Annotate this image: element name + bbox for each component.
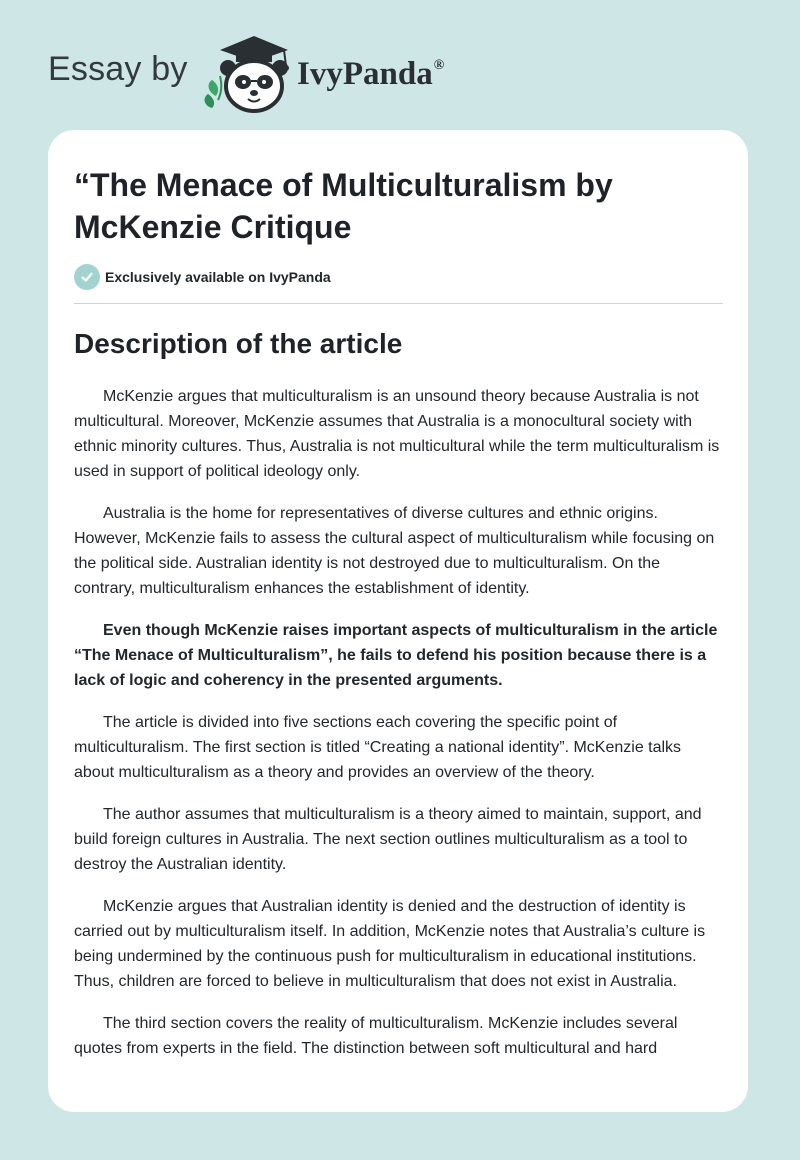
paragraph: McKenzie argues that Australian identity is denied and the destruction of identity is carried out by multiculturalism itself. In addition, McKenzie notes that Australia’s culture is being undermined by the continuous push for multiculturalism in educational institutions. Thus, children are forced to believe in multiculturalism that does not exist in Australia. [74,898,706,990]
section-heading: Description of the article [74,328,403,359]
thesis-paragraph: Even though McKenzie raises important aspects of multiculturalism in the article “The Menace of Multiculturalism”, he fails to defend his position because there is a lack of logic and coherency in the presented arguments. [74,622,718,689]
site-header [0,0,800,120]
paragraph: The third section covers the reality of multiculturalism. McKenzie includes several quotes from experts in the field. The distinction between soft multicultural and hard [74,1015,678,1057]
paragraph: Australia is the home for representatives of diverse cultures and ethnic origins. However, McKenzie fails to assess the cultural aspect of multiculturalism while focusing on the political side. Australian identity is not destroyed due to multiculturalism. On the contrary, multiculturalism enhances the establishment of identity. [74,505,715,597]
essay-card [48,130,748,1112]
essay-by-label: Essay by [48,50,188,88]
paragraph: McKenzie argues that multiculturalism is an unsound theory because Australia is not multicultural. Moreover, McKenzie assumes that Australia is a monocultural society with ethnic minority cultures. Thus, Australia is not multicultural while the term multiculturalism is used in support of political ideology only. [74,388,720,480]
brand-name: IvyPanda® [297,56,445,92]
panda-graduate-icon [198,30,294,114]
article-body [74,384,723,1078]
exclusive-badge-text: Exclusively available on IvyPanda [105,269,331,285]
registered-mark: ® [433,58,445,73]
exclusive-badge [74,264,331,290]
paragraph: The author assumes that multiculturalism is a theory aimed to maintain, support, and build foreign cultures in Australia. The next section outlines multiculturalism as a tool to destroy the Australian identity. [74,806,702,873]
title-divider [74,303,723,304]
check-circle-icon [74,264,100,290]
page-title: “The Menace of Multiculturalism by McKenzie Critique [74,167,613,245]
paragraph: The article is divided into five sections each covering the specific point of multiculturalism. The first section is titled “Creating a national identity”. McKenzie talks about multiculturalism as a theory and provides an overview of the theory. [74,714,682,781]
